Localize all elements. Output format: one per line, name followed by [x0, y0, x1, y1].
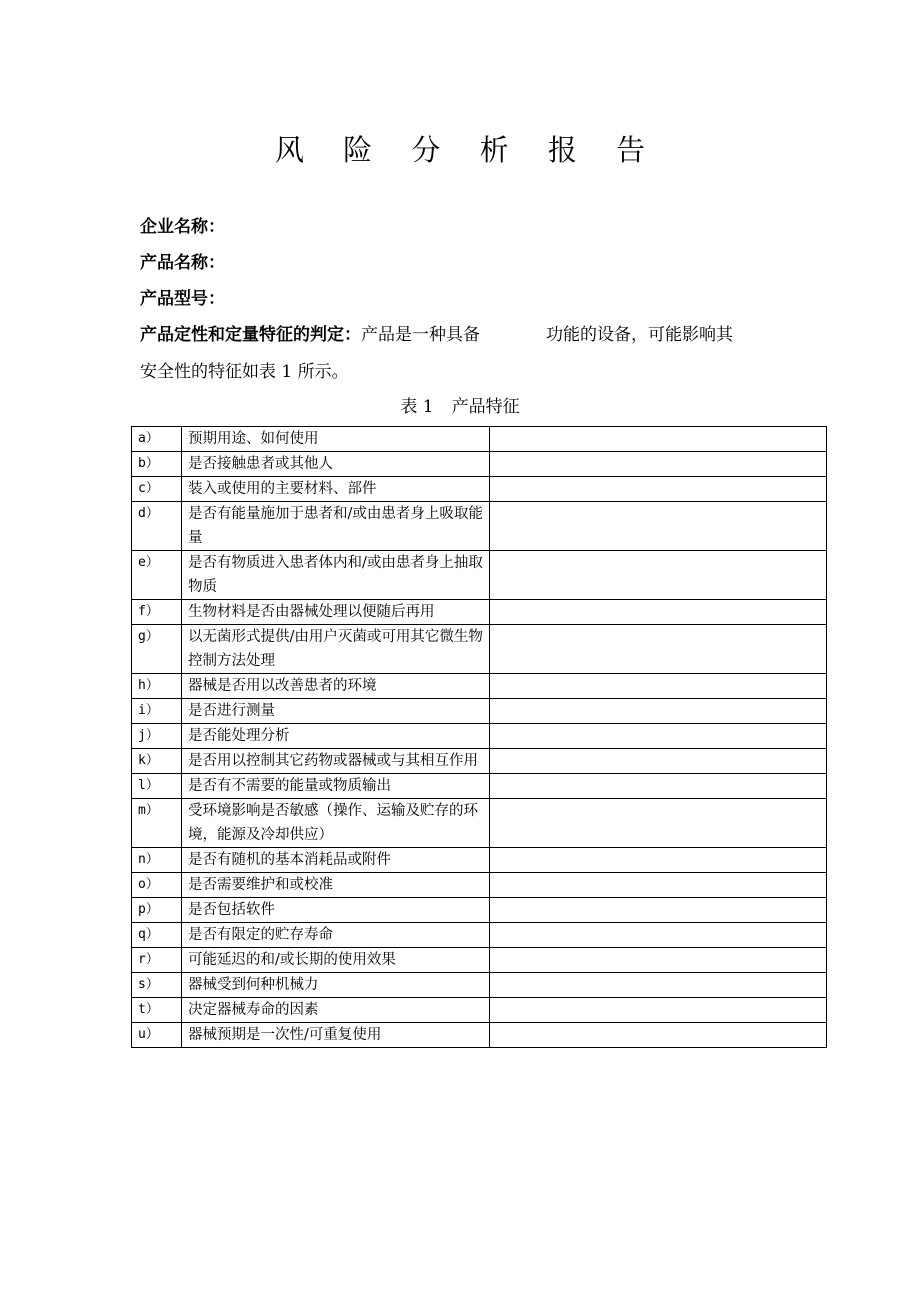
row-question-cell: 是否有不需要的能量或物质输出 [182, 774, 490, 799]
row-key-cell: i） [132, 699, 182, 724]
product-features-table [131, 426, 827, 1048]
product-name-label: 产品名称： [140, 253, 225, 273]
row-key-cell: h） [132, 674, 182, 699]
product-model-field [140, 286, 225, 312]
product-model-label: 产品型号： [140, 289, 225, 309]
row-question-cell: 生物材料是否由器械处理以便随后再用 [182, 600, 490, 625]
table-row [132, 898, 827, 923]
row-key-cell: d） [132, 502, 182, 551]
row-question-cell: 是否接触患者或其他人 [182, 452, 490, 477]
table-row [132, 724, 827, 749]
row-key-cell: e） [132, 551, 182, 600]
determination-text-3: 安全性的特征如表 1 所示。 [140, 362, 349, 382]
features-table-body [132, 427, 827, 1048]
row-question-cell: 是否包括软件 [182, 898, 490, 923]
table-row [132, 973, 827, 998]
table-row [132, 1023, 827, 1048]
determination-text-2: 功能的设备，可能影响其 [546, 325, 733, 345]
row-answer-cell [490, 600, 827, 625]
row-answer-cell [490, 551, 827, 600]
row-answer-cell [490, 625, 827, 674]
determination-paragraph [140, 322, 733, 348]
table-row [132, 452, 827, 477]
row-key-cell: u） [132, 1023, 182, 1048]
row-key-cell: k） [132, 749, 182, 774]
row-key-cell: l） [132, 774, 182, 799]
table-row [132, 948, 827, 973]
row-answer-cell [490, 502, 827, 551]
row-key-cell: g） [132, 625, 182, 674]
row-answer-cell [490, 973, 827, 998]
row-answer-cell [490, 477, 827, 502]
row-key-cell: b） [132, 452, 182, 477]
row-answer-cell [490, 848, 827, 873]
row-answer-cell [490, 898, 827, 923]
row-answer-cell [490, 873, 827, 898]
row-question-cell: 可能延迟的和/或长期的使用效果 [182, 948, 490, 973]
determination-label: 产品定性和定量特征的判定： [140, 325, 361, 345]
row-key-cell: a） [132, 427, 182, 452]
row-question-cell: 是否有能量施加于患者和/或由患者身上吸取能量 [182, 502, 490, 551]
table-row [132, 600, 827, 625]
row-answer-cell [490, 799, 827, 848]
row-question-cell: 器械受到何种机械力 [182, 973, 490, 998]
row-answer-cell [490, 998, 827, 1023]
row-answer-cell [490, 774, 827, 799]
product-name-field [140, 250, 225, 276]
row-question-cell: 是否能处理分析 [182, 724, 490, 749]
company-name-field [140, 214, 225, 240]
row-question-cell: 是否有随机的基本消耗品或附件 [182, 848, 490, 873]
row-key-cell: r） [132, 948, 182, 973]
determination-paragraph-cont [140, 359, 349, 385]
row-question-cell: 以无菌形式提供/由用户灭菌或可用其它微生物控制方法处理 [182, 625, 490, 674]
row-question-cell: 是否有限定的贮存寿命 [182, 923, 490, 948]
row-question-cell: 是否用以控制其它药物或器械或与其相互作用 [182, 749, 490, 774]
row-answer-cell [490, 427, 827, 452]
row-question-cell: 是否进行测量 [182, 699, 490, 724]
row-answer-cell [490, 948, 827, 973]
table-row [132, 699, 827, 724]
table-row [132, 848, 827, 873]
row-key-cell: c） [132, 477, 182, 502]
row-question-cell: 器械是否用以改善患者的环境 [182, 674, 490, 699]
row-question-cell: 预期用途、如何使用 [182, 427, 490, 452]
row-question-cell: 决定器械寿命的因素 [182, 998, 490, 1023]
row-key-cell: q） [132, 923, 182, 948]
table-caption-number: 表 1 [400, 397, 434, 417]
table-row [132, 551, 827, 600]
row-answer-cell [490, 749, 827, 774]
table-row [132, 799, 827, 848]
table-row [132, 502, 827, 551]
table-row [132, 998, 827, 1023]
table-row [132, 873, 827, 898]
document-title: 风 险 分 析 报 告 [274, 133, 661, 167]
row-question-cell: 受环境影响是否敏感（操作、运输及贮存的环境，能源及冷却供应） [182, 799, 490, 848]
table-row [132, 774, 827, 799]
row-key-cell: s） [132, 973, 182, 998]
row-answer-cell [490, 724, 827, 749]
table-row [132, 427, 827, 452]
row-key-cell: o） [132, 873, 182, 898]
table-row [132, 749, 827, 774]
row-key-cell: t） [132, 998, 182, 1023]
row-question-cell: 装入或使用的主要材料、部件 [182, 477, 490, 502]
table-row [132, 477, 827, 502]
row-question-cell: 器械预期是一次性/可重复使用 [182, 1023, 490, 1048]
determination-text-1: 产品是一种具备 [361, 325, 480, 345]
table-row [132, 625, 827, 674]
table-caption [0, 395, 920, 419]
row-key-cell: j） [132, 724, 182, 749]
table-row [132, 674, 827, 699]
row-answer-cell [490, 452, 827, 477]
row-answer-cell [490, 1023, 827, 1048]
row-key-cell: p） [132, 898, 182, 923]
row-answer-cell [490, 674, 827, 699]
row-answer-cell [490, 923, 827, 948]
row-key-cell: f） [132, 600, 182, 625]
table-caption-title: 产品特征 [451, 397, 520, 417]
row-question-cell: 是否需要维护和或校准 [182, 873, 490, 898]
table-row [132, 923, 827, 948]
row-key-cell: m） [132, 799, 182, 848]
row-answer-cell [490, 699, 827, 724]
row-question-cell: 是否有物质进入患者体内和/或由患者身上抽取物质 [182, 551, 490, 600]
row-key-cell: n） [132, 848, 182, 873]
company-name-label: 企业名称： [140, 217, 225, 237]
